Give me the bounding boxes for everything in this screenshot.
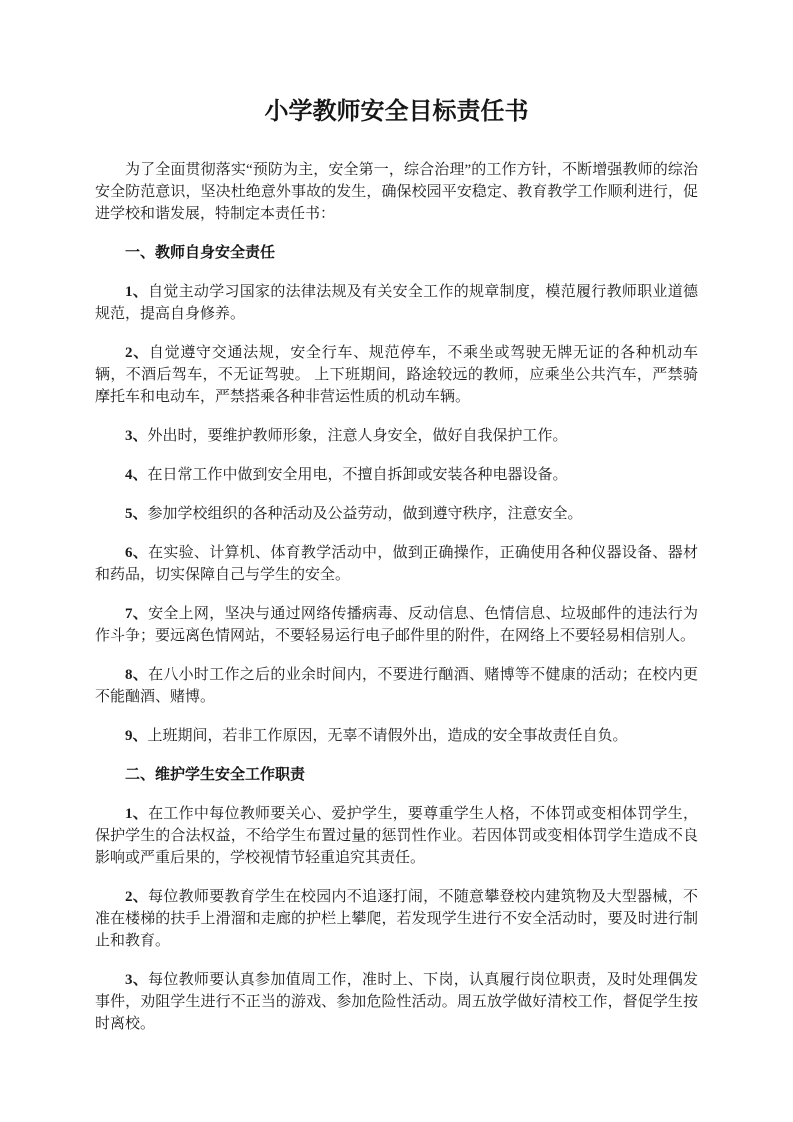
paragraph bbox=[95, 503, 698, 525]
item-number: 3、 bbox=[125, 972, 149, 988]
paragraph bbox=[95, 803, 698, 869]
paragraph-text: 一、教师自身安全责任 bbox=[125, 245, 276, 261]
item-number: 9、 bbox=[125, 728, 148, 744]
paragraph-text: 自觉主动学习国家的法律法规及有关安全工作的规章制度，模范履行教师职业道德规范，提高自身修养。 bbox=[95, 284, 698, 322]
paragraph-text: 二、维护学生安全工作职责 bbox=[125, 767, 306, 783]
paragraph bbox=[95, 542, 698, 586]
paragraph-text: 每位教师要教育学生在校园内不追逐打闹，不随意攀登校内建筑物及大型器械，不准在楼梯的扶手上滑溜和走廊的护栏上攀爬，若发现学生进行不安全活动时，要及时进行制止和教育。 bbox=[95, 889, 698, 949]
paragraph bbox=[95, 159, 698, 225]
document-body bbox=[95, 159, 698, 1035]
paragraph bbox=[95, 886, 698, 952]
paragraph bbox=[95, 464, 698, 486]
item-number: 8、 bbox=[125, 667, 149, 683]
item-number: 6、 bbox=[125, 545, 149, 561]
paragraph-text: 参加学校组织的各种活动及公益劳动，做到遵守秩序，注意安全。 bbox=[147, 506, 583, 522]
paragraph bbox=[95, 603, 698, 647]
paragraph-text: 上班期间，若非工作原因，无辜不请假外出，造成的安全事故责任自负。 bbox=[147, 728, 628, 744]
paragraph-text: 安全上网，坚决与通过网络传播病毒、反动信息、色情信息、垃圾邮件的违法行为作斗争；要远离色情网站，不要轻易运行电子邮件里的附件，在网络上不要轻易相信别人。 bbox=[95, 606, 698, 644]
section-heading bbox=[95, 764, 698, 786]
item-number: 2、 bbox=[125, 889, 149, 905]
paragraph-text: 为了全面贯彻落实“预防为主，安全第一，综合治理”的工作方针，不断增强教师的综治安全防范意识，坚决杜绝意外事故的发生，确保校园平安稳定、教育教学工作顺利进行，促进学校和谐发展，特制定本责任书： bbox=[95, 162, 698, 222]
section-heading bbox=[95, 242, 698, 264]
item-number: 2、 bbox=[125, 345, 149, 361]
paragraph bbox=[95, 664, 698, 708]
paragraph-text: 在八小时工作之后的业余时间内，不要进行酗酒、赌博等不健康的活动；在校内更不能酗酒、赌博。 bbox=[95, 667, 698, 705]
item-number: 7、 bbox=[125, 606, 149, 622]
item-number: 5、 bbox=[125, 506, 148, 522]
paragraph bbox=[95, 281, 698, 325]
item-number: 4、 bbox=[125, 467, 148, 483]
item-number: 1、 bbox=[125, 806, 149, 822]
document-title: 小学教师安全目标责任书 bbox=[264, 99, 529, 125]
paragraph-text: 在工作中每位教师要关心、爱护学生，要尊重学生人格，不体罚或变相体罚学生，保护学生的合法权益，不给学生布置过量的惩罚性作业。若因体罚或变相体罚学生造成不良影响或严重后果的，学校视情节轻重追究其责任。 bbox=[95, 806, 698, 866]
paragraph-text: 在实验、计算机、体育教学活动中，做到正确操作，正确使用各种仪器设备、器材和药品，切实保障自己与学生的安全。 bbox=[95, 545, 698, 583]
paragraph bbox=[95, 725, 698, 747]
paragraph bbox=[95, 969, 698, 1035]
paragraph bbox=[95, 342, 698, 408]
paragraph-text: 外出时，要维护教师形象，注意人身安全，做好自我保护工作。 bbox=[147, 428, 568, 444]
paragraph bbox=[95, 425, 698, 447]
item-number: 3、 bbox=[125, 428, 148, 444]
paragraph-text: 在日常工作中做到安全用电，不擅自拆卸或安装各种电器设备。 bbox=[147, 467, 568, 483]
item-number: 1、 bbox=[125, 284, 149, 300]
paragraph-text: 每位教师要认真参加值周工作，准时上、下岗，认真履行岗位职责，及时处理偶发事件，劝阻学生进行不正当的游戏、参加危险性活动。周五放学做好清校工作，督促学生按时离校。 bbox=[95, 972, 698, 1032]
paragraph-text: 自觉遵守交通法规，安全行车、规范停车，不乘坐或驾驶无牌无证的各种机动车辆，不酒后驾车，不无证驾驶。 上下班期间，路途较远的教师，应乘坐公共汽车，严禁骑摩托车和电动车，严禁搭乘各种非营运性质的机动车辆。 bbox=[95, 345, 698, 405]
